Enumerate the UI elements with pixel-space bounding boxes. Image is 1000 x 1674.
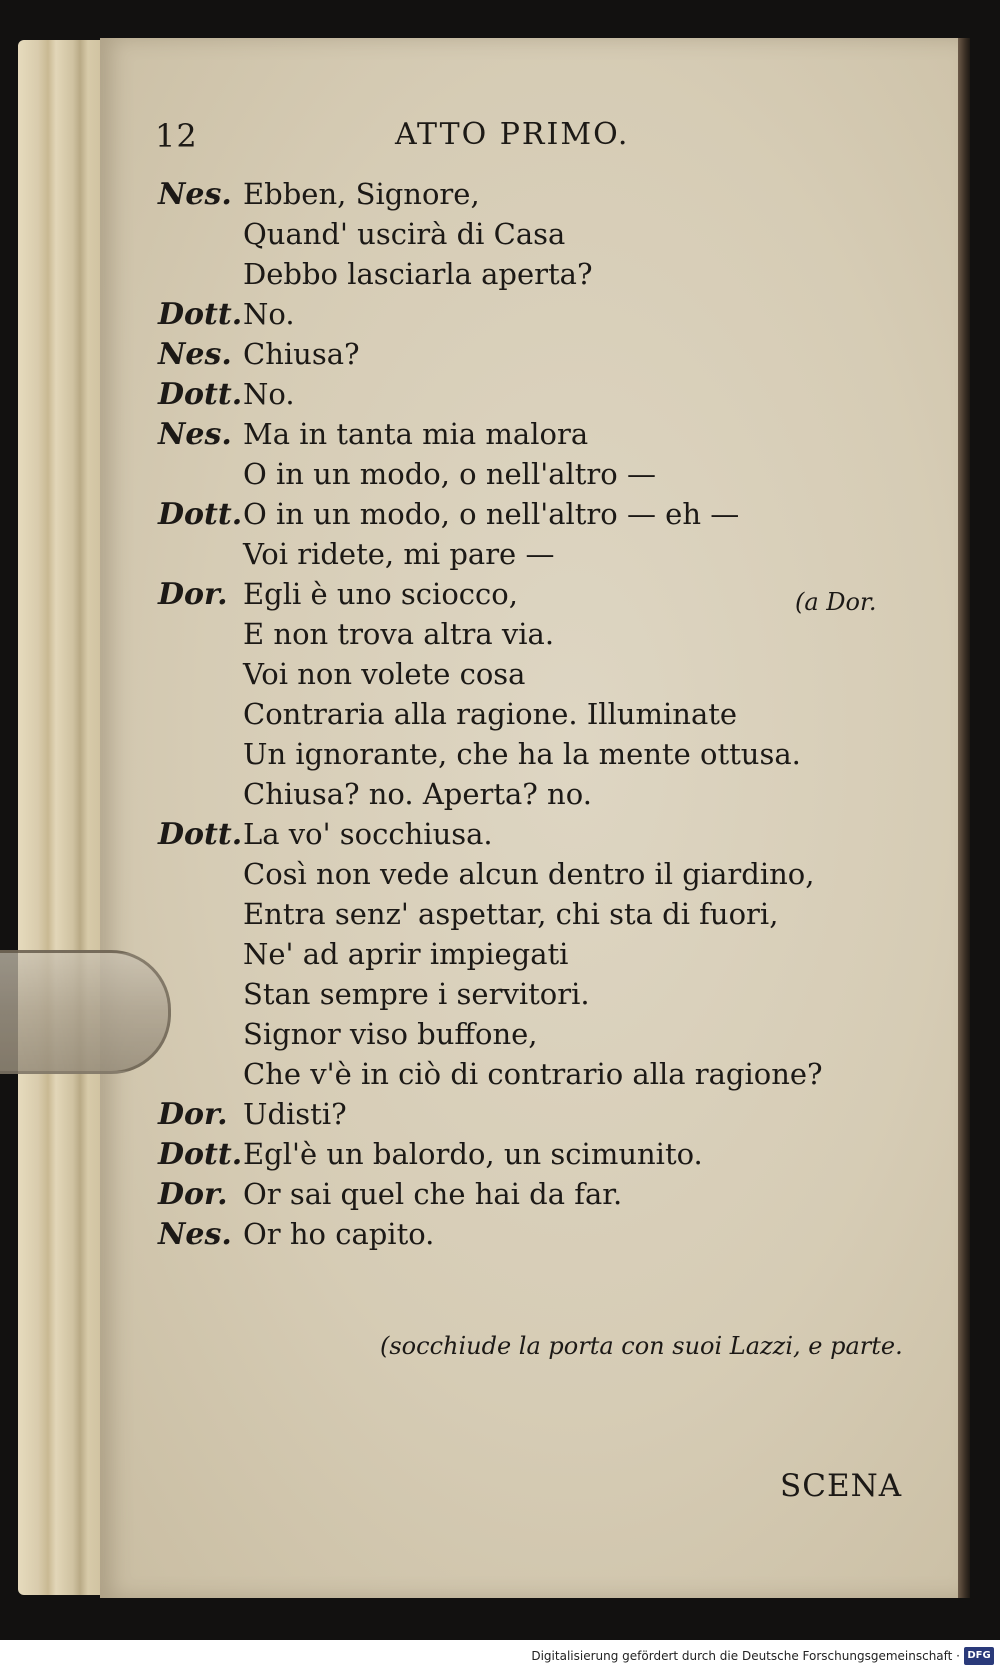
- line-text: Egli è uno sciocco,: [243, 577, 518, 611]
- footer-credit: Digitalisierung gefördert durch die Deutsche Forschungsgemeinschaft ·: [531, 1649, 960, 1663]
- line-text: La vo' socchiusa.: [243, 817, 493, 851]
- line-text: No.: [243, 297, 295, 331]
- line-text: Debbo lasciarla aperta?: [243, 257, 593, 291]
- line-text: No.: [243, 377, 295, 411]
- stage-direction-exit: (socchiude la porta con suoi Lazzi, e parte.: [380, 1332, 903, 1360]
- speaker: Dor.: [158, 1097, 228, 1132]
- page-header: [155, 117, 895, 167]
- speaker: Dor.: [158, 577, 228, 612]
- line-text: Entra senz' aspettar, chi sta di fuori,: [243, 897, 779, 931]
- line-text: Udisti?: [243, 1097, 347, 1131]
- speaker: Dott.: [158, 497, 243, 532]
- catchword: SCENA: [780, 1468, 903, 1504]
- line-text: Signor viso buffone,: [243, 1017, 538, 1051]
- footer-bar: [0, 1640, 1000, 1674]
- speaker: Dor.: [158, 1177, 228, 1212]
- page-clip: [0, 950, 171, 1074]
- page-number: 12: [155, 117, 198, 155]
- speaker: Dott.: [158, 1137, 243, 1172]
- line-text: E non trova altra via.: [243, 617, 555, 651]
- line-text: Stan sempre i servitori.: [243, 977, 590, 1011]
- line-text: Egl'è un balordo, un scimunito.: [243, 1137, 703, 1171]
- line-text: Ma in tanta mia malora: [243, 417, 589, 451]
- dfg-logo: DFG: [964, 1647, 994, 1665]
- line-text: Chiusa?: [243, 337, 360, 371]
- line-text: Così non vede alcun dentro il giardino,: [243, 857, 815, 891]
- speaker: Nes.: [158, 417, 232, 452]
- speaker: Dott.: [158, 817, 243, 852]
- speaker: Nes.: [158, 177, 232, 212]
- line-text: O in un modo, o nell'altro — eh —: [243, 497, 740, 531]
- speaker: Dott.: [158, 377, 243, 412]
- line-text: Or ho capito.: [243, 1217, 435, 1251]
- line-text: Chiusa? no. Aperta? no.: [243, 777, 592, 811]
- running-head: ATTO PRIMO.: [395, 117, 630, 152]
- stage-direction-aside: (a Dor.: [795, 588, 877, 616]
- line-text: Voi non volete cosa: [243, 657, 526, 691]
- line-text: Un ignorante, che ha la mente ottusa.: [243, 737, 801, 771]
- line-text: Che v'è in ciò di contrario alla ragione?: [243, 1057, 823, 1091]
- page-edge-right: [958, 38, 970, 1598]
- line-text: Ebben, Signore,: [243, 177, 480, 211]
- line-text: Quand' uscirà di Casa: [243, 217, 566, 251]
- line-text: Ne' ad aprir impiegati: [243, 937, 569, 971]
- speaker: Nes.: [158, 1217, 232, 1252]
- speaker: Dott.: [158, 297, 243, 332]
- speaker: Nes.: [158, 337, 232, 372]
- line-text: Contraria alla ragione. Illuminate: [243, 697, 738, 731]
- line-text: Voi ridete, mi pare —: [243, 537, 555, 571]
- line-text: Or sai quel che hai da far.: [243, 1177, 623, 1211]
- line-text: O in un modo, o nell'altro —: [243, 457, 656, 491]
